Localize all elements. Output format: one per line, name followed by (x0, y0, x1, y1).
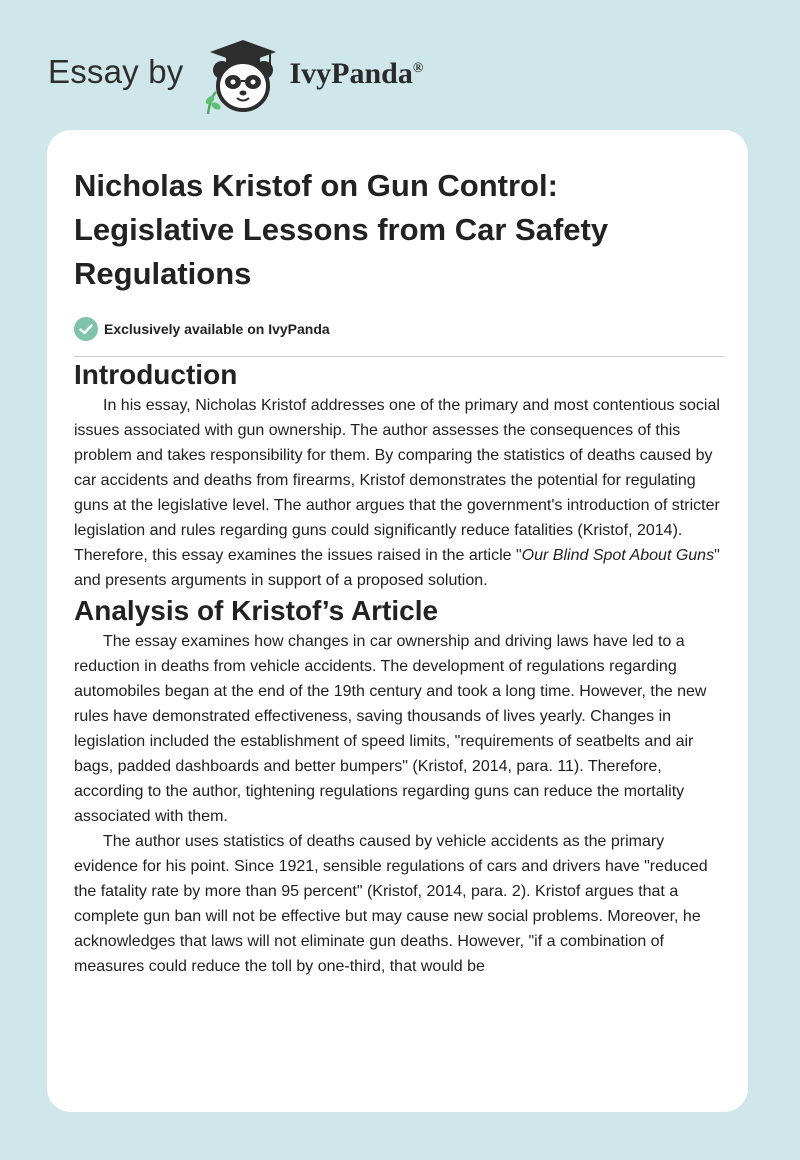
brand-header (48, 36, 423, 116)
introduction-text-before: In his essay, Nicholas Kristof addresses one of the primary and most contentious social issues associated with gun ownership. The author assesses the consequences of this problem and takes responsibility for them. By comparing the statistics of deaths caused by car accidents and deaths from firearms, Kristof demonstrates the potential for regulating guns at the legislative level. The author argues that the government's introduction of stricter legislation and rules regarding guns could significantly reduce fatalities (Kristof, 2014). Therefore, this essay examines the issues raised in the article " (74, 397, 720, 564)
section-heading-analysis: Analysis of Kristof’s Article (74, 595, 439, 626)
essay-card (47, 130, 748, 1112)
exclusive-badge (74, 316, 724, 342)
analysis-paragraph-1: The essay examines how changes in car ownership and driving laws have led to a reduction in deaths from vehicle accidents. The development of regulations regarding automobiles began at the end of the 19th century and took a long time. However, the new rules have demonstrated effectiveness, saving thousands of lives yearly. Changes in legislation included the establishment of speed limits, "requirements of seatbelts and air bags, padded dashboards and better bumpers" (Kristof, 2014, para. 11). Therefore, according to the author, tightening regulations regarding guns can reduce the mortality associated with them. (74, 633, 707, 825)
exclusive-label: Exclusively available on IvyPanda (104, 321, 330, 337)
introduction-paragraph (74, 393, 724, 593)
section-heading-introduction: Introduction (74, 359, 238, 390)
introduction-text-after: " and presents arguments in support of a proposed solution. (74, 547, 720, 589)
essay-title: Nicholas Kristof on Gun Control: Legislative Lessons from Car Safety Regulations (74, 168, 609, 291)
essay-content (74, 164, 724, 979)
trademark-mark: ® (412, 61, 424, 76)
brand-prefix: Essay by (48, 53, 184, 90)
analysis-paragraph-2: The author uses statistics of deaths caused by vehicle accidents as the primary evidence for his point. Since 1921, sensible regulations of cars and drivers have "reduced the fatality rate by more than 95 percent" (Kristof, 2014, para. 2). Kristof argues that a complete gun ban will not be effective but may cause new social problems. Moreover, he acknowledges that laws will not eliminate gun deaths. However, "if a combination of measures could reduce the toll by one-third, that would be (74, 833, 708, 975)
brand-name[interactable] (290, 57, 424, 91)
panda-graduate-icon (200, 36, 286, 116)
check-circle-icon (74, 317, 98, 341)
brand-name-text: IvyPanda (289, 57, 413, 90)
article-title-italic: Our Blind Spot About Guns (521, 547, 715, 564)
